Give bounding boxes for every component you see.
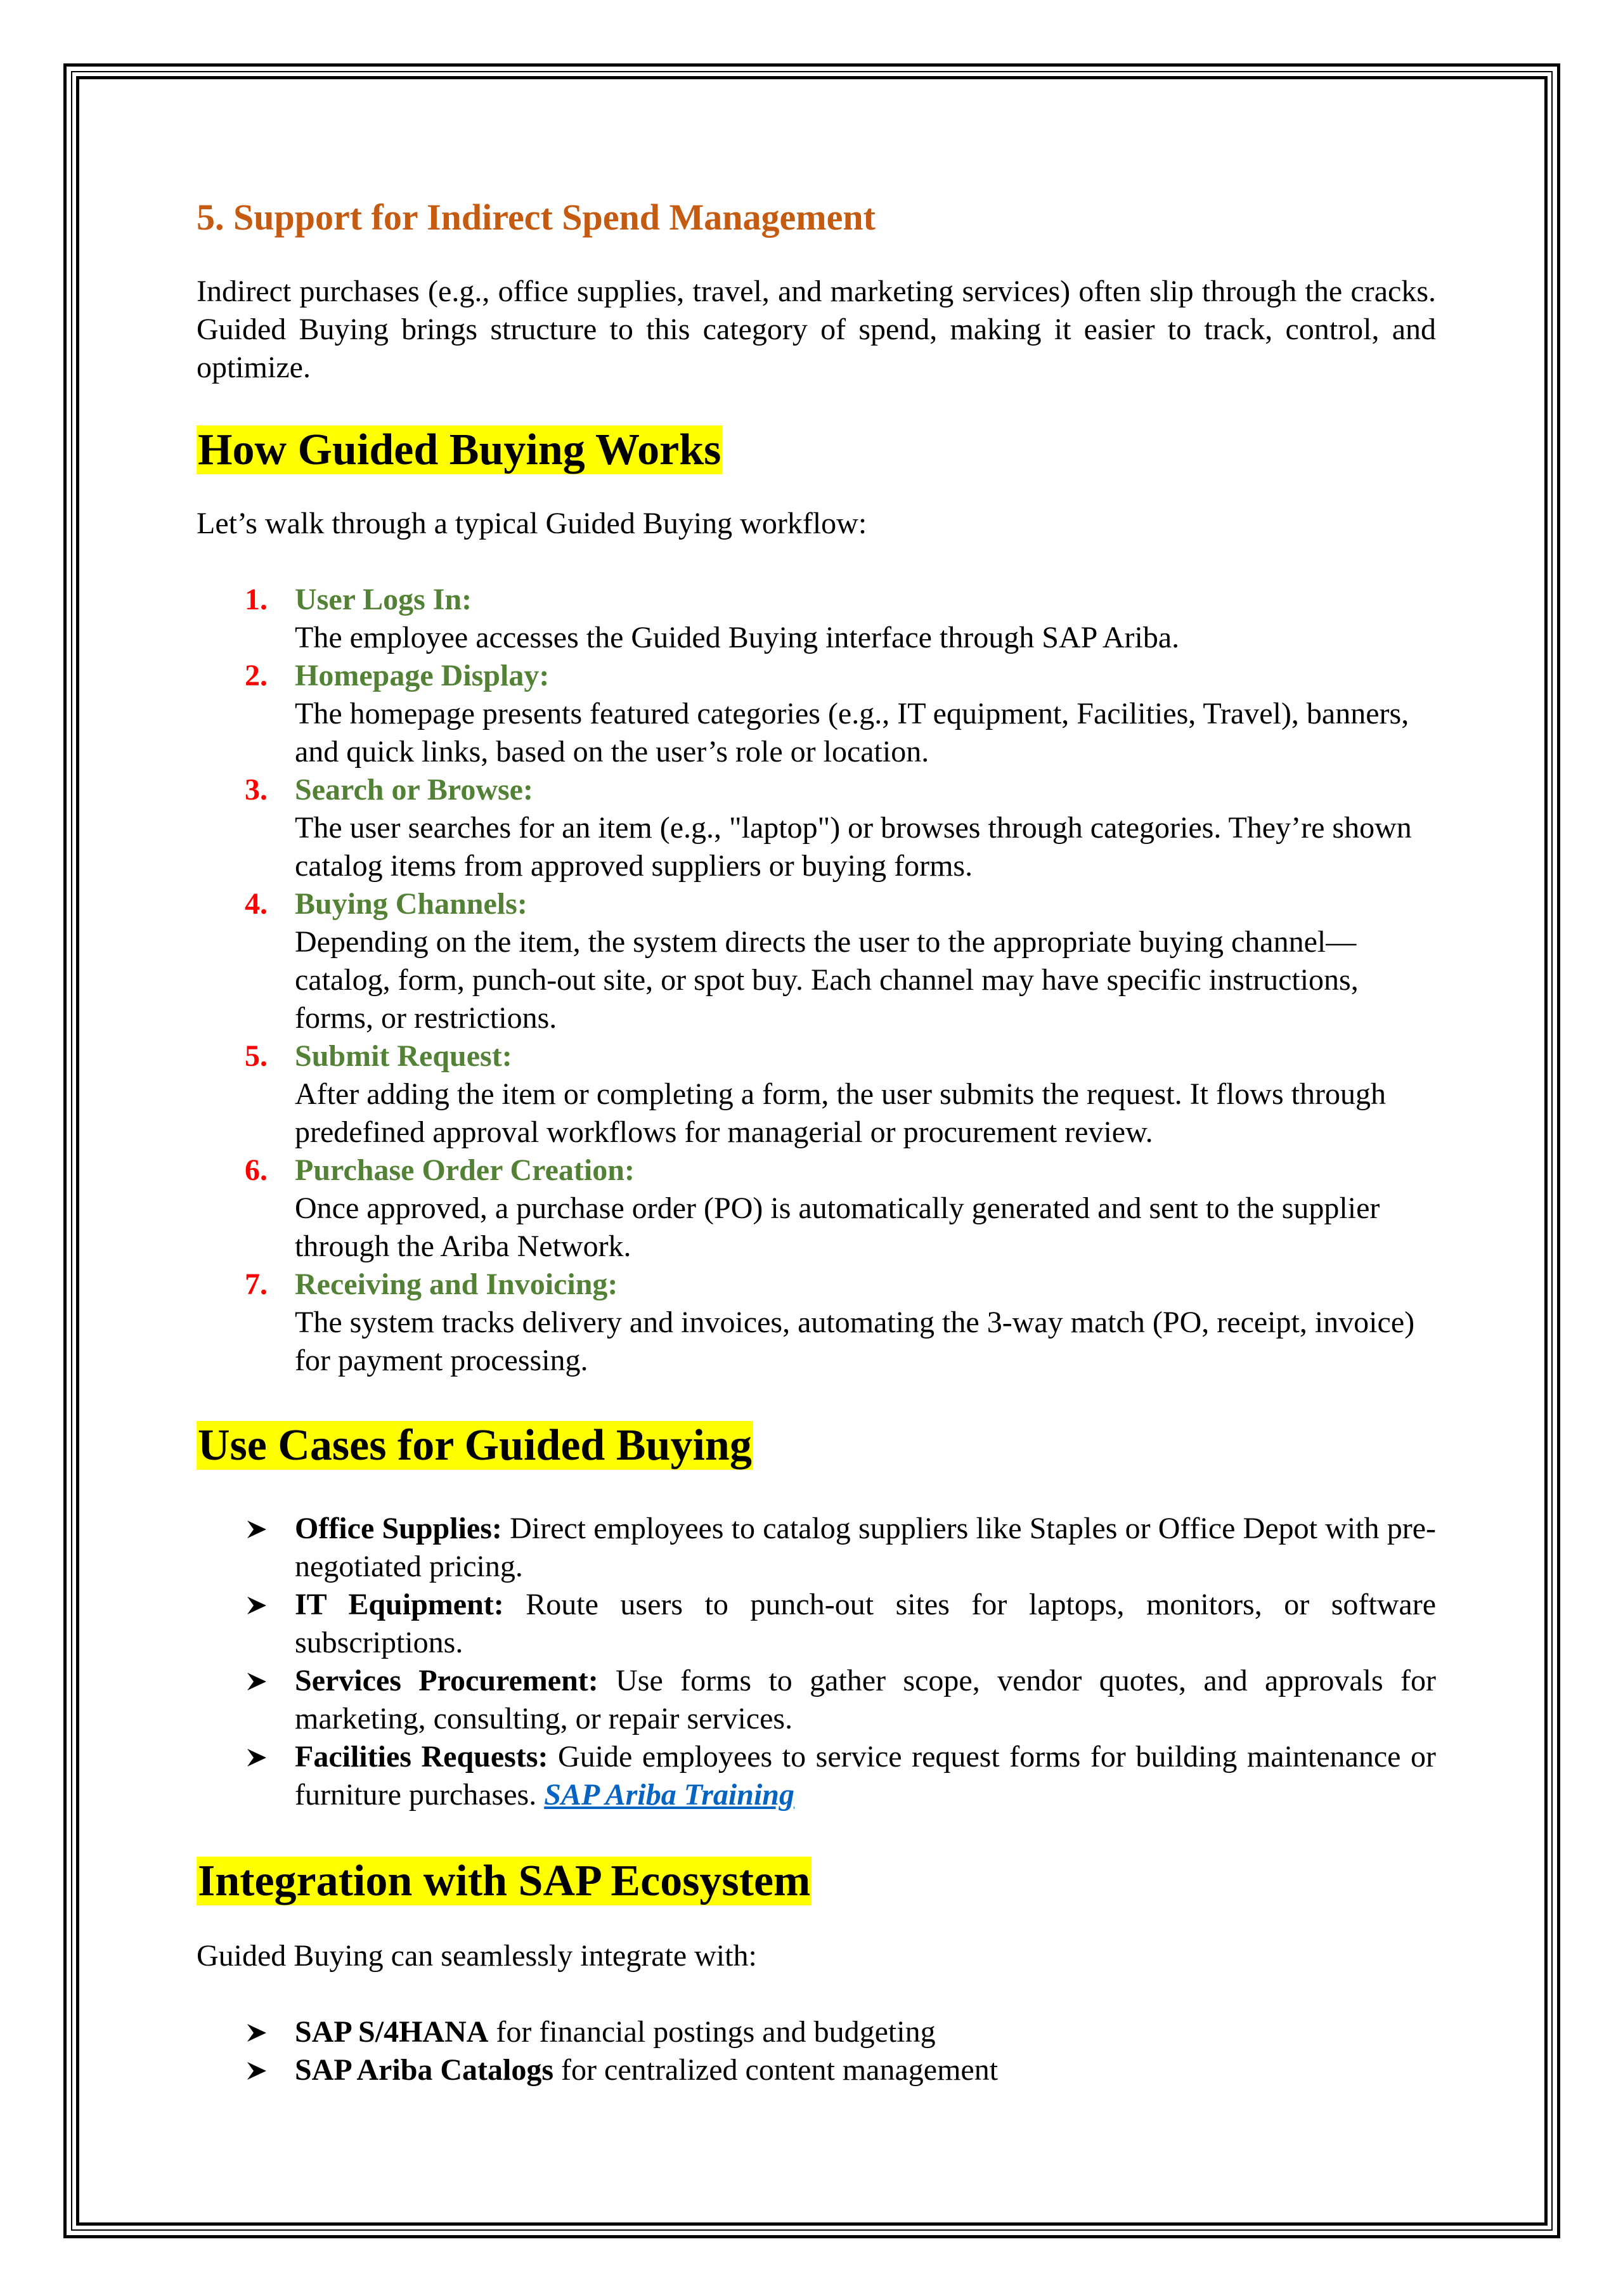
step-description: Depending on the item, the system directs the user to the appropriate buying channel—catalog, form, punch-out site, or spot buy. Each channel may have specific instructions, forms, or restrictions. bbox=[295, 925, 1359, 1035]
workflow-step bbox=[197, 1151, 1436, 1266]
use-case-label: Office Supplies: bbox=[295, 1511, 502, 1545]
use-cases-section-heading bbox=[197, 1420, 1436, 1472]
workflow-step bbox=[197, 771, 1436, 885]
document-content bbox=[197, 195, 1436, 2089]
sap-ariba-training-link[interactable]: SAP Ariba Training bbox=[544, 1777, 794, 1812]
use-case-label: Services Procurement: bbox=[295, 1663, 598, 1697]
step-description: Once approved, a purchase order (PO) is automatically generated and sent to the supplier through the Ariba Network. bbox=[295, 1191, 1380, 1264]
workflow-step bbox=[197, 657, 1436, 771]
support-section-heading: 5. Support for Indirect Spend Management bbox=[197, 197, 876, 238]
step-title: Purchase Order Creation: bbox=[295, 1153, 635, 1188]
step-title: Receiving and Invoicing: bbox=[295, 1268, 618, 1302]
arrowhead-bullet-icon bbox=[247, 1597, 266, 1614]
arrowhead-bullet-icon bbox=[247, 1521, 266, 1538]
use-case-item bbox=[197, 1510, 1436, 1586]
step-description: The system tracks delivery and invoices, automating the 3-way match (PO, receipt, invoice) for payment processing. bbox=[295, 1306, 1415, 1378]
step-number: 7. bbox=[245, 1268, 268, 1302]
step-description: The homepage presents featured categories (e.g., IT equipment, Facilities, Travel), banners, and quick links, based on the user’s role or location. bbox=[295, 697, 1409, 769]
workflow-step bbox=[197, 1266, 1436, 1380]
step-number: 4. bbox=[245, 887, 268, 921]
use-case-text: Guide employees to service request forms for building maintenance or furniture purchases. bbox=[295, 1739, 1437, 1812]
step-title: Submit Request: bbox=[295, 1039, 512, 1073]
step-title: Buying Channels: bbox=[295, 887, 527, 921]
arrowhead-bullet-icon bbox=[247, 1749, 266, 1767]
use-cases-list bbox=[197, 1510, 1436, 1814]
step-description: The user searches for an item (e.g., "laptop") or browses through categories. They’re shown catalog items from approved suppliers or buying forms. bbox=[295, 811, 1412, 883]
arrowhead-bullet-icon bbox=[247, 1673, 266, 1690]
step-title: User Logs In: bbox=[295, 583, 472, 617]
use-case-item bbox=[197, 1662, 1436, 1738]
use-case-item bbox=[197, 1586, 1436, 1662]
arrowhead-bullet-icon bbox=[247, 2062, 266, 2080]
step-title: Search or Browse: bbox=[295, 773, 533, 807]
step-title: Homepage Display: bbox=[295, 659, 550, 693]
how-section-intro: Let’s walk through a typical Guided Buying workflow: bbox=[197, 507, 867, 541]
arrowhead-bullet-icon bbox=[247, 2024, 266, 2042]
how-section-heading-text: How Guided Buying Works bbox=[198, 425, 721, 474]
workflow-step bbox=[197, 581, 1436, 657]
integration-list bbox=[197, 2013, 1436, 2089]
integration-label: SAP Ariba Catalogs bbox=[295, 2053, 554, 2087]
step-number: 5. bbox=[245, 1039, 268, 1073]
step-number: 1. bbox=[245, 583, 268, 617]
support-section-body: Indirect purchases (e.g., office supplies, travel, and marketing services) often slip through the cracks. Guided Buying brings structure to this category of spend, making it easier to track, control, and optimize. bbox=[197, 274, 1436, 384]
integration-section-heading-text: Integration with SAP Ecosystem bbox=[198, 1856, 811, 1905]
integration-item bbox=[197, 2013, 1436, 2051]
use-case-label: IT Equipment: bbox=[295, 1587, 504, 1621]
use-case-text: Direct employees to catalog suppliers like Staples or Office Depot with pre-negotiated pricing. bbox=[295, 1511, 1436, 1583]
use-case-text: Route users to punch-out sites for laptops, monitors, or software subscriptions. bbox=[295, 1587, 1437, 1659]
how-section-heading bbox=[197, 425, 1436, 476]
workflow-steps-list bbox=[197, 581, 1436, 1380]
use-case-text: Use forms to gather scope, vendor quotes, and approvals for marketing, consulting, or repair services. bbox=[295, 1663, 1436, 1735]
integration-text: for centralized content management bbox=[553, 2053, 999, 2087]
use-cases-section-heading-text: Use Cases for Guided Buying bbox=[198, 1421, 752, 1470]
integration-section-intro: Guided Buying can seamlessly integrate with: bbox=[197, 1939, 757, 1973]
integration-section-heading bbox=[197, 1856, 1436, 1907]
workflow-step bbox=[197, 885, 1436, 1037]
integration-item bbox=[197, 2051, 1436, 2089]
use-case-item bbox=[197, 1738, 1436, 1814]
step-number: 3. bbox=[245, 773, 268, 807]
step-number: 6. bbox=[245, 1153, 268, 1188]
step-description: After adding the item or completing a form, the user submits the request. It flows through predefined approval workflows for managerial or procurement review. bbox=[295, 1077, 1386, 1150]
step-description: The employee accesses the Guided Buying interface through SAP Ariba. bbox=[295, 621, 1180, 655]
use-case-label: Facilities Requests: bbox=[295, 1739, 548, 1774]
integration-label: SAP S/4HANA bbox=[295, 2015, 489, 2049]
workflow-step bbox=[197, 1037, 1436, 1151]
step-number: 2. bbox=[245, 659, 268, 693]
integration-text: for financial postings and budgeting bbox=[488, 2015, 936, 2049]
